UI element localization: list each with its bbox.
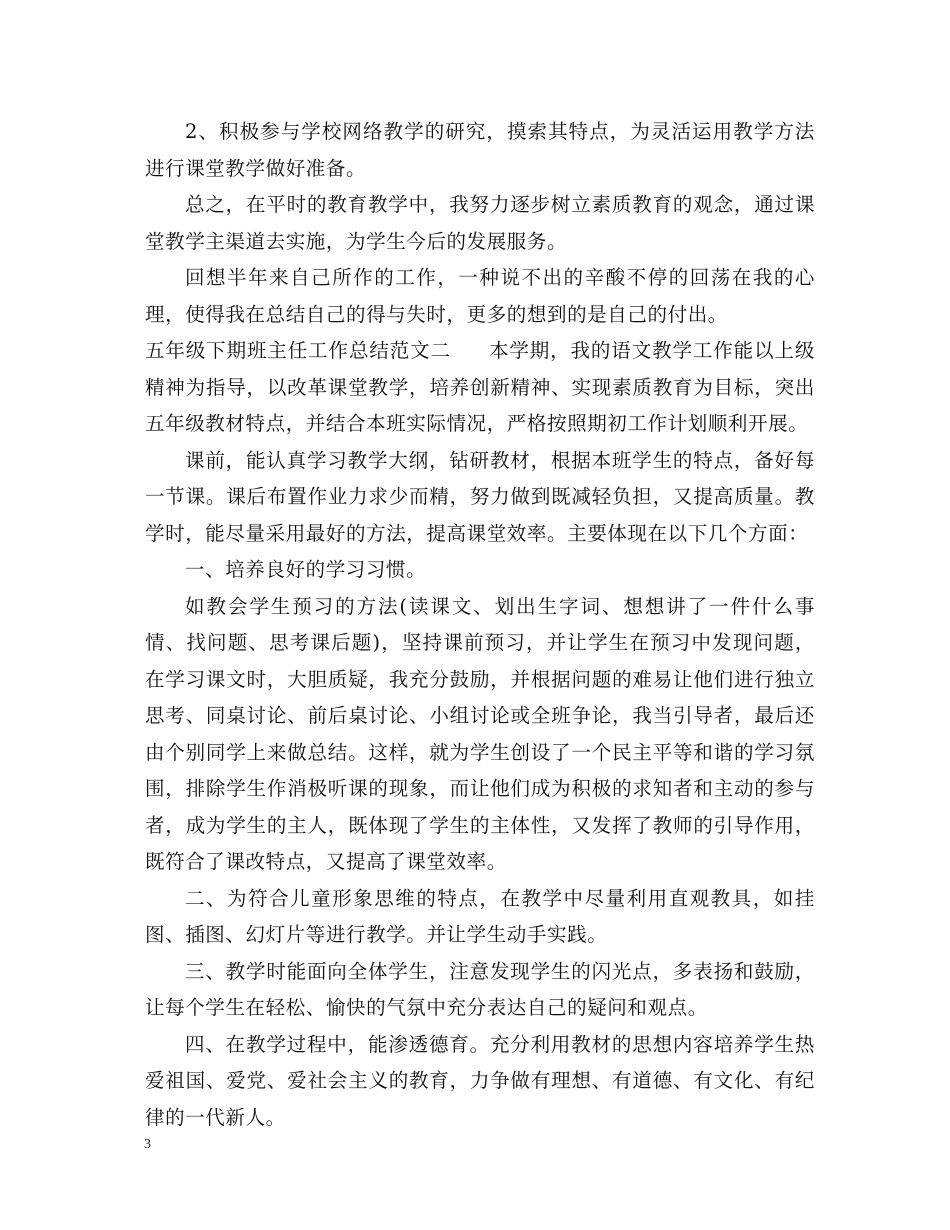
- section-paragraph: [145, 333, 815, 443]
- paragraph-8: 二、为符合儿童形象思维的特点，在教学中尽量利用直观教具，如挂图、插图、幻灯片等进行教学。并让学生动手实践。: [145, 886, 815, 946]
- section-heading: 五年级下期班主任工作总结范文二: [145, 339, 451, 362]
- section-intro: 本学期，我的语文教学工作能以上级精神为指导，以改革课堂教学，培养创新精神、实现素质教育为目标，突出五年级教材特点，并结合本班实际情况，严格按照期初工作计划顺利开展。: [145, 339, 815, 435]
- paragraph-3: 回想半年来自己所作的工作，一种说不出的辛酸不停的回荡在我的心理，使得我在总结自己的得与失时，更多的想到的是自己的付出。: [145, 266, 815, 326]
- document-body: [145, 114, 815, 1136]
- page-number: 3: [144, 1137, 151, 1152]
- paragraph-1: 2、积极参与学校网络教学的研究，摸索其特点，为灵活运用教学方法进行课堂教学做好准备。: [145, 120, 815, 180]
- paragraph-6: 一、培养良好的学习习惯。: [185, 558, 427, 581]
- paragraph-7: 如教会学生预习的方法(读课文、划出生字词、想想讲了一件什么事情、找问题、思考课后题)，坚持课前预习，并让学生在预习中发现问题，在学习课文时，大胆质疑，我充分鼓励，并根据问题的难易让他们进行独立思考、同桌讨论、前后桌讨论、小组讨论或全班争论，我当引导者，最后还由个别同学上来做总结。这样，就为学生创设了一个民主平等和谐的学习氛围，排除学生作消极听课的现象，而让他们成为积极的求知者和主动的参与者，成为学生的主人，既体现了学生的主体性，又发挥了教师的引导作用，既符合了课改特点，又提高了课堂效率。: [145, 594, 815, 873]
- paragraph-5: 课前，能认真学习教学大纲，钻研教材，根据本班学生的特点，备好每一节课。课后布置作业力求少而精，努力做到既减轻负担，又提高质量。教学时，能尽量采用最好的方法，提高课堂效率。主要体现在以下几个方面：: [145, 448, 815, 545]
- paragraph-9: 三、教学时能面向全体学生，注意发现学生的闪光点，多表扬和鼓励，让每个学生在轻松、愉快的气氛中充分表达自己的疑问和观点。: [145, 959, 815, 1019]
- paragraph-10: 四、在教学过程中，能渗透德育。充分利用教材的思想内容培养学生热爱祖国、爱党、爱社会主义的教育，力争做有理想、有道德、有文化、有纪律的一代新人。: [145, 1032, 815, 1129]
- paragraph-2: 总之，在平时的教育教学中，我努力逐步树立素质教育的观念，通过课堂教学主渠道去实施，为学生今后的发展服务。: [145, 193, 815, 253]
